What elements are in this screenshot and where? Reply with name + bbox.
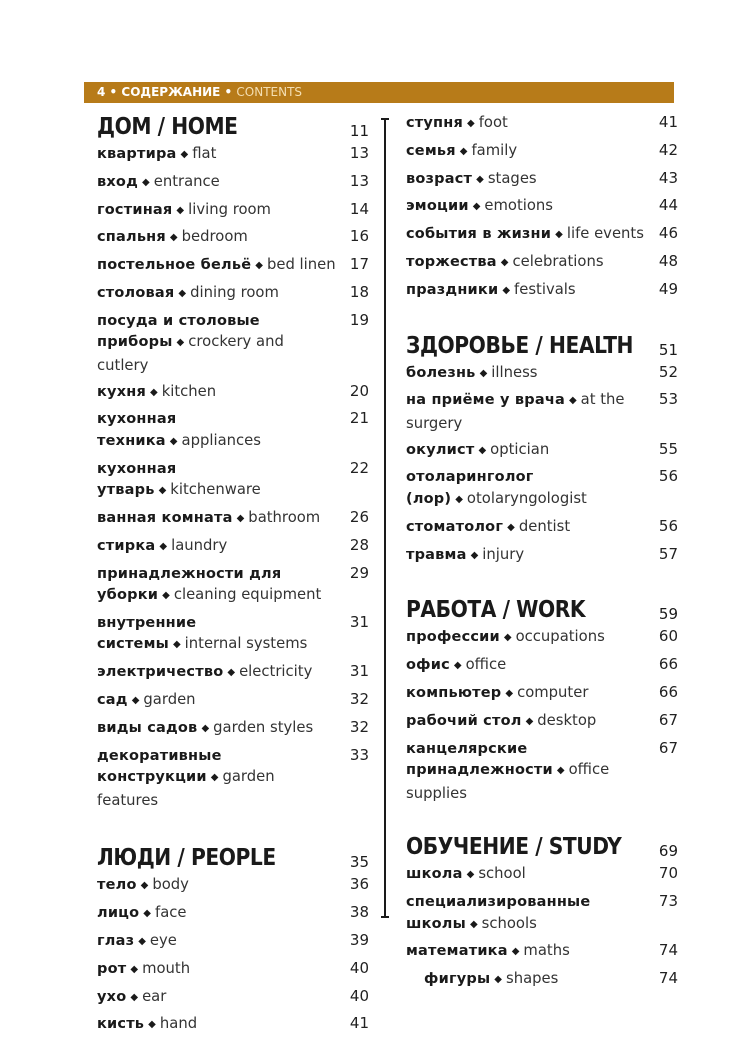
toc-entry[interactable] — [406, 168, 678, 192]
entry-title-en: garden features — [97, 768, 275, 809]
diamond-bullet-icon: ◆ — [142, 176, 150, 188]
section-people — [97, 841, 369, 1036]
diamond-bullet-icon: ◆ — [470, 549, 479, 561]
entry-title-ru: электричество — [97, 664, 224, 681]
right-column — [406, 112, 678, 996]
entry-title-ru: рабочий стол — [406, 712, 522, 729]
column-divider — [384, 118, 386, 918]
section-page: 35 — [349, 853, 369, 872]
entry-page-number: 18 — [349, 282, 369, 301]
left-column — [97, 110, 369, 1041]
entry-title-ru: математика — [406, 943, 508, 960]
entry-title-ru: стирка — [97, 537, 156, 554]
toc-entry[interactable] — [97, 661, 369, 685]
toc-entry[interactable] — [97, 930, 369, 954]
entry-title-en: office supplies — [406, 761, 610, 802]
entry-title-ru: сад — [97, 691, 128, 708]
toc-entry[interactable] — [97, 745, 369, 812]
diamond-bullet-icon: ◆ — [201, 722, 210, 734]
entry-page-number: 40 — [349, 986, 369, 1005]
section-title: ЛЮДИ / PEOPLE — [97, 845, 276, 872]
entry-title-ru: тело — [97, 877, 137, 894]
diamond-bullet-icon: ◆ — [479, 367, 488, 379]
entry-page-number: 53 — [658, 390, 678, 409]
entry-page-number: 43 — [658, 168, 678, 187]
entry-title-en: stages — [487, 169, 537, 187]
entry-page-number: 48 — [658, 251, 678, 270]
toc-entry[interactable] — [97, 408, 369, 453]
toc-entry[interactable] — [406, 940, 678, 964]
entry-page-number: 55 — [658, 439, 678, 458]
toc-entry[interactable] — [406, 251, 678, 275]
entry-title-en: flat — [192, 145, 217, 162]
toc-entry[interactable] — [406, 710, 678, 734]
entry-page-number: 13 — [349, 171, 369, 190]
entry-title-en: appliances — [181, 431, 261, 449]
toc-entry[interactable] — [97, 254, 369, 278]
entry-page-number: 66 — [658, 682, 678, 701]
toc-entry[interactable] — [406, 140, 678, 164]
section-title: ЗДОРОВЬЕ / HEALTH — [406, 332, 634, 359]
entry-title-ru: эмоции — [406, 198, 469, 215]
entry-page-number: 44 — [658, 196, 678, 215]
diamond-bullet-icon: ◆ — [176, 337, 185, 349]
entry-title-ru: события в жизни — [406, 226, 552, 243]
diamond-bullet-icon: ◆ — [176, 204, 185, 216]
entry-page-number: 21 — [349, 409, 369, 428]
entry-page-number: 67 — [658, 738, 678, 757]
entry-page-number: 56 — [658, 516, 678, 535]
entry-title-ru: травма — [406, 546, 467, 563]
entry-title-ru: столовая — [97, 284, 175, 301]
entry-title-ru: профессии — [406, 629, 500, 646]
toc-entry[interactable] — [406, 544, 678, 568]
toc-entry[interactable] — [97, 874, 369, 898]
entry-page-number: 67 — [658, 710, 678, 729]
entry-title-en: celebrations — [512, 252, 604, 270]
entry-title-ru: квартира — [97, 146, 177, 162]
entry-page-number: 26 — [349, 507, 369, 526]
toc-entry[interactable] — [406, 195, 678, 219]
section-heading — [406, 329, 678, 361]
entry-title-ru: ванная комната — [97, 509, 233, 526]
entry-title-en: optician — [490, 440, 550, 458]
entry-title-ru: канцелярские принадлежности — [406, 740, 553, 779]
entry-title-ru: болезнь — [406, 364, 476, 381]
toc-entry[interactable] — [406, 891, 678, 936]
entry-title-ru: отоларинголог (лор) — [406, 469, 534, 507]
entry-page-number: 13 — [349, 144, 369, 162]
entry-title-en: computer — [517, 683, 589, 701]
entry-title-ru: ступня — [406, 115, 463, 131]
toc-entry[interactable] — [406, 466, 678, 511]
entry-title-en: illness — [491, 363, 538, 381]
entry-title-en: emotions — [484, 197, 554, 215]
entry-page-number: 39 — [349, 930, 369, 949]
entry-title-en: desktop — [537, 711, 597, 729]
diamond-bullet-icon: ◆ — [178, 287, 187, 299]
toc-entry[interactable] — [406, 279, 678, 303]
entry-title-ru: вход — [97, 173, 139, 190]
section-title: РАБОТА / WORK — [406, 597, 586, 624]
entry-title-ru: семья — [406, 142, 456, 159]
diamond-bullet-icon: ◆ — [169, 232, 178, 244]
toc-entry[interactable] — [406, 439, 678, 463]
entry-title-en: injury — [482, 545, 525, 563]
diamond-bullet-icon: ◆ — [556, 765, 565, 777]
entry-title-ru: окулист — [406, 441, 475, 458]
diamond-bullet-icon: ◆ — [568, 395, 577, 407]
entry-page-number: 22 — [349, 458, 369, 477]
toc-entry[interactable] — [97, 902, 369, 926]
entry-page-number: 36 — [349, 875, 369, 894]
diamond-bullet-icon: ◆ — [158, 485, 167, 497]
entry-title-en: maths — [523, 942, 570, 960]
entry-title-ru: ухо — [97, 988, 127, 1005]
header-text — [97, 85, 302, 99]
entry-title-ru: фигуры — [424, 971, 491, 988]
diamond-bullet-icon: ◆ — [472, 201, 481, 213]
diamond-bullet-icon: ◆ — [453, 660, 462, 672]
toc-entry[interactable] — [406, 223, 678, 247]
diamond-bullet-icon: ◆ — [148, 1019, 156, 1031]
diamond-bullet-icon: ◆ — [255, 260, 263, 272]
entry-page-number: 19 — [349, 310, 369, 329]
diamond-bullet-icon: ◆ — [227, 667, 236, 679]
section-page: 11 — [349, 122, 369, 140]
diamond-bullet-icon: ◆ — [503, 632, 512, 644]
section-page: 59 — [658, 605, 678, 624]
entry-title-ru: кисть — [97, 1016, 145, 1033]
diamond-bullet-icon: ◆ — [459, 145, 468, 157]
diamond-bullet-icon: ◆ — [162, 590, 170, 602]
diamond-bullet-icon: ◆ — [507, 521, 515, 533]
entry-title-ru: возраст — [406, 170, 473, 187]
entry-title-en: life events — [566, 225, 644, 243]
entry-title-en: foot — [478, 114, 508, 131]
section-heading — [97, 841, 369, 873]
entry-title-en: bathroom — [248, 508, 321, 526]
entry-title-ru: праздники — [406, 281, 499, 298]
diamond-bullet-icon: ◆ — [143, 908, 151, 920]
entry-page-number: 66 — [658, 655, 678, 674]
page-number: 4 — [97, 85, 106, 99]
toc-entry[interactable] — [406, 626, 678, 650]
entry-title-ru: торжества — [406, 253, 497, 270]
diamond-bullet-icon: ◆ — [469, 918, 478, 930]
diamond-bullet-icon: ◆ — [467, 118, 475, 129]
entry-title-ru: лицо — [97, 905, 140, 922]
toc-entry[interactable] — [406, 112, 678, 136]
entry-page-number: 56 — [658, 467, 678, 486]
section-work — [406, 593, 678, 804]
section-heading — [406, 830, 678, 862]
section-home — [97, 110, 369, 811]
diamond-bullet-icon: ◆ — [511, 946, 520, 958]
entry-title-en: crockery and cutlery — [97, 333, 284, 374]
entry-page-number: 38 — [349, 903, 369, 922]
diamond-bullet-icon: ◆ — [502, 284, 511, 296]
diamond-bullet-icon: ◆ — [130, 963, 139, 975]
entry-title-en: eye — [149, 931, 177, 949]
entry-page-number: 33 — [349, 745, 369, 764]
entry-title-en: at the surgery — [406, 391, 625, 432]
header-bullet: • — [109, 85, 118, 99]
entry-page-number: 32 — [349, 689, 369, 708]
toc-entry[interactable] — [97, 143, 369, 167]
entry-title-ru: компьютер — [406, 684, 502, 701]
entry-page-number: 40 — [349, 958, 369, 977]
toc-entry[interactable] — [406, 516, 678, 540]
section-people-continued — [406, 112, 678, 302]
entry-title-en: cleaning equipment — [173, 586, 322, 604]
toc-entry[interactable] — [97, 381, 369, 405]
diamond-bullet-icon: ◆ — [555, 229, 563, 241]
entry-title-en: dining room — [190, 283, 279, 301]
toc-entry[interactable] — [97, 171, 369, 195]
toc-entry[interactable] — [406, 654, 678, 678]
toc-entry[interactable] — [97, 1013, 369, 1037]
entry-title-en: office — [465, 656, 507, 674]
header-bar — [84, 82, 674, 103]
entry-title-ru: гостиная — [97, 201, 173, 218]
toc-entry[interactable] — [406, 362, 678, 386]
entry-title-en: otolaryngologist — [466, 489, 587, 507]
entry-title-en: laundry — [171, 536, 228, 554]
diamond-bullet-icon: ◆ — [130, 991, 139, 1003]
entry-title-en: kitchenware — [170, 481, 261, 499]
entry-page-number: 29 — [349, 563, 369, 582]
entry-page-number: 46 — [658, 224, 678, 243]
diamond-bullet-icon: ◆ — [505, 687, 514, 699]
toc-entry[interactable] — [97, 563, 369, 608]
entry-title-ru: специализированные школы — [406, 894, 591, 932]
section-heading — [97, 110, 369, 142]
entry-title-ru: постельное бельё — [97, 257, 252, 274]
entry-title-en: bed linen — [266, 256, 336, 274]
entry-title-en: ear — [142, 987, 167, 1005]
diamond-bullet-icon: ◆ — [494, 974, 502, 986]
header-title-ru: СОДЕРЖАНИЕ — [121, 85, 221, 99]
toc-entry[interactable] — [406, 389, 678, 434]
entry-title-ru: кухня — [97, 383, 146, 400]
diamond-bullet-icon: ◆ — [525, 715, 534, 727]
toc-entry[interactable] — [97, 717, 369, 741]
entry-title-en: occupations — [515, 628, 605, 646]
entry-title-en: face — [155, 904, 187, 922]
entry-title-en: body — [152, 876, 189, 894]
entry-title-en: festivals — [514, 280, 576, 298]
entry-title-en: entrance — [153, 172, 220, 190]
section-heading — [406, 593, 678, 625]
toc-entry[interactable] — [97, 986, 369, 1010]
entry-page-number: 28 — [349, 535, 369, 554]
entry-title-en: garden — [143, 690, 196, 708]
toc-entry[interactable] — [97, 282, 369, 306]
entry-title-ru: декоративные конструкции — [97, 747, 222, 786]
entry-page-number: 32 — [349, 717, 369, 736]
entry-title-en: internal systems — [184, 635, 308, 653]
diamond-bullet-icon: ◆ — [138, 935, 146, 947]
entry-title-en: dentist — [518, 517, 571, 535]
toc-entry[interactable] — [406, 738, 678, 805]
entry-title-ru: принадлежности для уборки — [97, 565, 282, 604]
toc-entry[interactable] — [406, 682, 678, 706]
entry-title-en: living room — [188, 200, 271, 218]
diamond-bullet-icon: ◆ — [500, 256, 509, 268]
section-study — [406, 830, 678, 991]
entry-page-number: 74 — [658, 969, 678, 988]
header-title-en: CONTENTS — [236, 85, 303, 99]
divider-cap-top — [381, 118, 389, 120]
diamond-bullet-icon: ◆ — [476, 173, 484, 185]
entry-title-en: mouth — [142, 959, 191, 977]
entry-title-en: hand — [159, 1015, 198, 1033]
diamond-bullet-icon: ◆ — [140, 880, 149, 892]
entry-title-ru: глаз — [97, 932, 135, 949]
diamond-bullet-icon: ◆ — [180, 149, 189, 160]
toc-entry[interactable] — [97, 958, 369, 982]
entry-page-number: 70 — [658, 864, 678, 883]
entry-title-ru: школа — [406, 866, 463, 883]
header-bullet: • — [224, 85, 233, 99]
entry-page-number: 14 — [349, 199, 369, 218]
entry-page-number: 49 — [658, 279, 678, 298]
toc-entry[interactable] — [97, 689, 369, 713]
entry-page-number: 17 — [349, 255, 369, 274]
entry-page-number: 31 — [349, 662, 369, 681]
entry-title-ru: офис — [406, 657, 450, 674]
entry-page-number: 16 — [349, 227, 369, 246]
entry-title-en: schools — [481, 914, 537, 932]
section-title: ОБУЧЕНИЕ / STUDY — [406, 834, 622, 861]
entry-title-ru: посуда и столовые приборы — [97, 312, 260, 351]
entry-title-en: bedroom — [181, 228, 248, 246]
toc-entry[interactable] — [97, 507, 369, 531]
entry-title-en: kitchen — [161, 382, 217, 400]
diamond-bullet-icon: ◆ — [455, 493, 463, 505]
entry-page-number: 60 — [658, 627, 678, 646]
entry-page-number: 20 — [349, 381, 369, 400]
entry-page-number: 41 — [658, 113, 678, 131]
entry-page-number: 31 — [349, 612, 369, 631]
section-title: ДОМ / HOME — [97, 114, 238, 140]
diamond-bullet-icon: ◆ — [149, 386, 158, 398]
entry-page-number: 57 — [658, 544, 678, 563]
section-page: 69 — [658, 842, 678, 861]
section-page: 51 — [658, 340, 678, 359]
entry-page-number: 42 — [658, 140, 678, 159]
entry-title-en: garden styles — [213, 718, 314, 736]
entry-page-number: 74 — [658, 941, 678, 960]
entry-title-ru: спальня — [97, 229, 166, 246]
divider-cap-bottom — [381, 916, 389, 918]
toc-entry[interactable] — [97, 226, 369, 250]
toc-entry[interactable] — [406, 968, 678, 992]
toc-entry[interactable] — [406, 863, 678, 887]
diamond-bullet-icon: ◆ — [236, 512, 245, 524]
diamond-bullet-icon: ◆ — [131, 694, 140, 706]
entry-title-ru: внутренние системы — [97, 614, 197, 653]
entry-page-number: 52 — [658, 362, 678, 381]
toc-entry[interactable] — [97, 612, 369, 657]
entry-title-en: family — [471, 141, 518, 159]
diamond-bullet-icon: ◆ — [466, 869, 475, 881]
entry-page-number: 73 — [658, 892, 678, 911]
section-health — [406, 329, 678, 567]
entry-title-ru: на приёме у врача — [406, 392, 565, 409]
entry-title-en: school — [478, 865, 526, 883]
diamond-bullet-icon: ◆ — [169, 435, 178, 447]
entry-title-en: electricity — [239, 663, 313, 681]
diamond-bullet-icon: ◆ — [159, 540, 168, 552]
diamond-bullet-icon: ◆ — [210, 772, 219, 784]
entry-title-ru: кухонная утварь — [97, 460, 177, 499]
toc-entry[interactable] — [97, 310, 369, 377]
toc-entry[interactable] — [97, 535, 369, 559]
toc-entry[interactable] — [97, 458, 369, 503]
entry-title-ru: виды садов — [97, 719, 198, 736]
entry-title-en: shapes — [505, 970, 559, 988]
entry-title-ru: рот — [97, 960, 127, 977]
entry-title-ru: кухонная техника — [97, 411, 177, 449]
entry-title-ru: стоматолог — [406, 518, 504, 535]
toc-entry[interactable] — [97, 199, 369, 223]
diamond-bullet-icon: ◆ — [478, 444, 487, 456]
diamond-bullet-icon: ◆ — [172, 639, 181, 651]
entry-page-number: 41 — [349, 1014, 369, 1033]
